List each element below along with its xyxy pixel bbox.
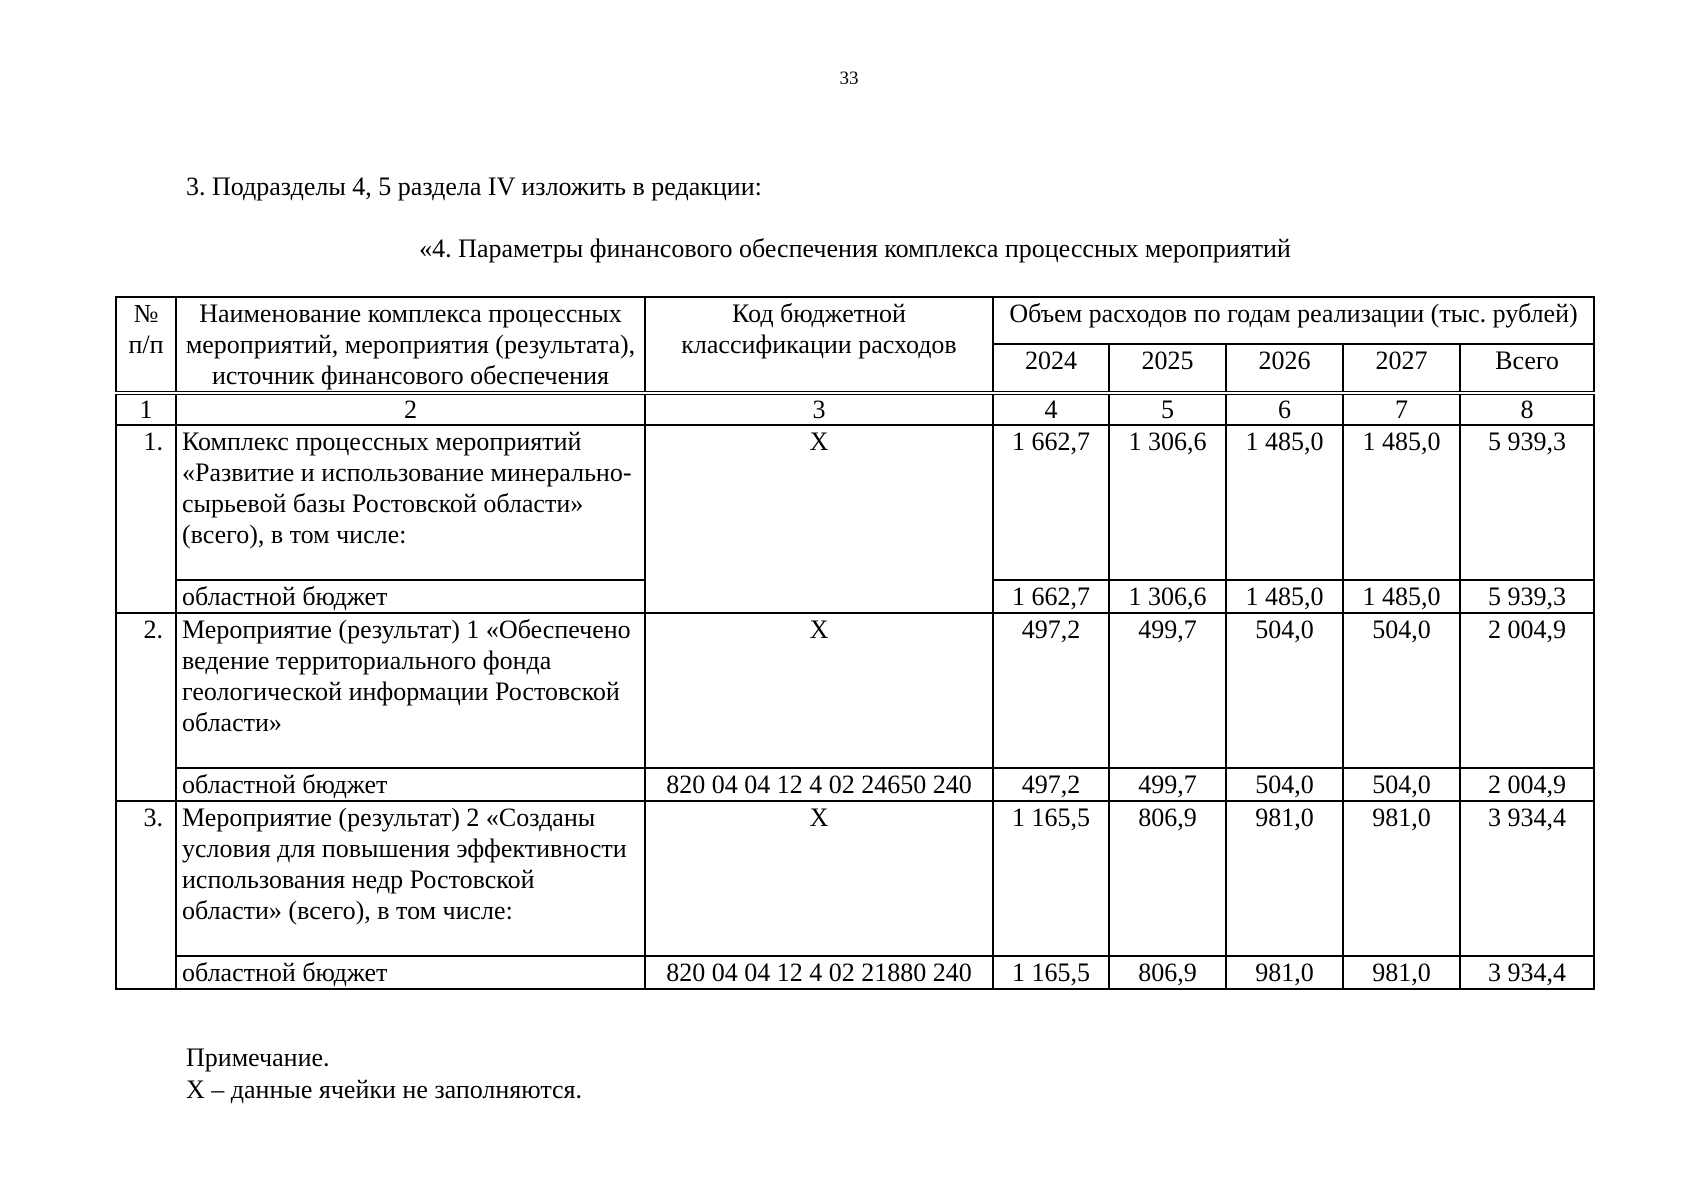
subrow-code: 820 04 04 12 4 02 21880 240 — [645, 956, 993, 989]
subrow-value-2024: 1 662,7 — [993, 580, 1109, 613]
row-value-2024: 1 662,7 — [993, 425, 1109, 580]
column-number: 4 — [993, 393, 1109, 425]
subrow-name: областной бюджет — [176, 768, 645, 801]
subrow-value-2025: 806,9 — [1109, 956, 1226, 989]
subrow-name: областной бюджет — [176, 580, 645, 613]
row-code: X — [645, 425, 993, 613]
header-name: Наименование комплекса процессных мероприятий, мероприятия (результата), источник финансового обеспечения — [176, 297, 645, 393]
row-value-2027: 981,0 — [1343, 801, 1460, 956]
table-row — [116, 613, 1594, 768]
subrow-name: областной бюджет — [176, 956, 645, 989]
row-value-2025: 806,9 — [1109, 801, 1226, 956]
header-no: № п/п — [116, 297, 176, 393]
column-number: 7 — [1343, 393, 1460, 425]
header-year-2025: 2025 — [1109, 344, 1226, 393]
row-value-total: 3 934,4 — [1460, 801, 1594, 956]
row-number: 1. — [116, 425, 176, 613]
page-number: 33 — [839, 68, 859, 89]
row-value-2025: 499,7 — [1109, 613, 1226, 768]
subrow-value-2024: 497,2 — [993, 768, 1109, 801]
header-total: Всего — [1460, 344, 1594, 393]
row-number: 3. — [116, 801, 176, 989]
column-number: 3 — [645, 393, 993, 425]
row-name: Мероприятие (результат) 2 «Созданы условия для повышения эффективности использования недр Ростовской области» (всего), в том числе: — [176, 801, 645, 956]
table-subrow — [116, 768, 1594, 801]
row-value-2024: 1 165,5 — [993, 801, 1109, 956]
table-row — [116, 801, 1594, 956]
subrow-value-total: 5 939,3 — [1460, 580, 1594, 613]
row-value-2025: 1 306,6 — [1109, 425, 1226, 580]
intro-paragraph: 3. Подразделы 4, 5 раздела IV изложить в редакции: — [186, 172, 762, 201]
row-value-2027: 504,0 — [1343, 613, 1460, 768]
column-number: 8 — [1460, 393, 1594, 425]
column-number: 2 — [176, 393, 645, 425]
row-code: X — [645, 801, 993, 956]
header-year-2024: 2024 — [993, 344, 1109, 393]
financing-table — [115, 296, 1595, 990]
row-name: Мероприятие (результат) 1 «Обеспечено ведение территориального фонда геологической информации Ростовской области» — [176, 613, 645, 768]
header-volume: Объем расходов по годам реализации (тыс. рублей) — [993, 297, 1594, 344]
column-number: 6 — [1226, 393, 1343, 425]
row-name: Комплекс процессных мероприятий «Развитие и использование минерально-сырьевой базы Ростовской области» (всего), в том числе: — [176, 425, 645, 580]
subrow-code: 820 04 04 12 4 02 24650 240 — [645, 768, 993, 801]
subrow-value-2024: 1 165,5 — [993, 956, 1109, 989]
row-value-total: 5 939,3 — [1460, 425, 1594, 580]
header-year-2026: 2026 — [1226, 344, 1343, 393]
subrow-value-2026: 981,0 — [1226, 956, 1343, 989]
table-row — [116, 425, 1594, 580]
table-subrow — [116, 956, 1594, 989]
subrow-value-2025: 1 306,6 — [1109, 580, 1226, 613]
subrow-value-2027: 504,0 — [1343, 768, 1460, 801]
row-value-2026: 981,0 — [1226, 801, 1343, 956]
row-code: X — [645, 613, 993, 768]
row-value-2026: 1 485,0 — [1226, 425, 1343, 580]
subrow-value-total: 3 934,4 — [1460, 956, 1594, 989]
table-title: «4. Параметры финансового обеспечения комплекса процессных мероприятий — [419, 234, 1291, 263]
row-value-2027: 1 485,0 — [1343, 425, 1460, 580]
header-year-2027: 2027 — [1343, 344, 1460, 393]
row-number: 2. — [116, 613, 176, 801]
note — [186, 1042, 582, 1106]
column-number: 1 — [116, 393, 176, 425]
note-title: Примечание. — [186, 1043, 330, 1072]
subrow-value-total: 2 004,9 — [1460, 768, 1594, 801]
subrow-value-2027: 1 485,0 — [1343, 580, 1460, 613]
subrow-value-2027: 981,0 — [1343, 956, 1460, 989]
header-code: Код бюджетной классификации расходов — [645, 297, 993, 393]
column-numbers-row — [116, 393, 1594, 425]
note-text: X – данные ячейки не заполняются. — [186, 1075, 583, 1104]
row-value-2026: 504,0 — [1226, 613, 1343, 768]
row-value-total: 2 004,9 — [1460, 613, 1594, 768]
subrow-value-2026: 504,0 — [1226, 768, 1343, 801]
subrow-value-2026: 1 485,0 — [1226, 580, 1343, 613]
row-value-2024: 497,2 — [993, 613, 1109, 768]
subrow-value-2025: 499,7 — [1109, 768, 1226, 801]
column-number: 5 — [1109, 393, 1226, 425]
